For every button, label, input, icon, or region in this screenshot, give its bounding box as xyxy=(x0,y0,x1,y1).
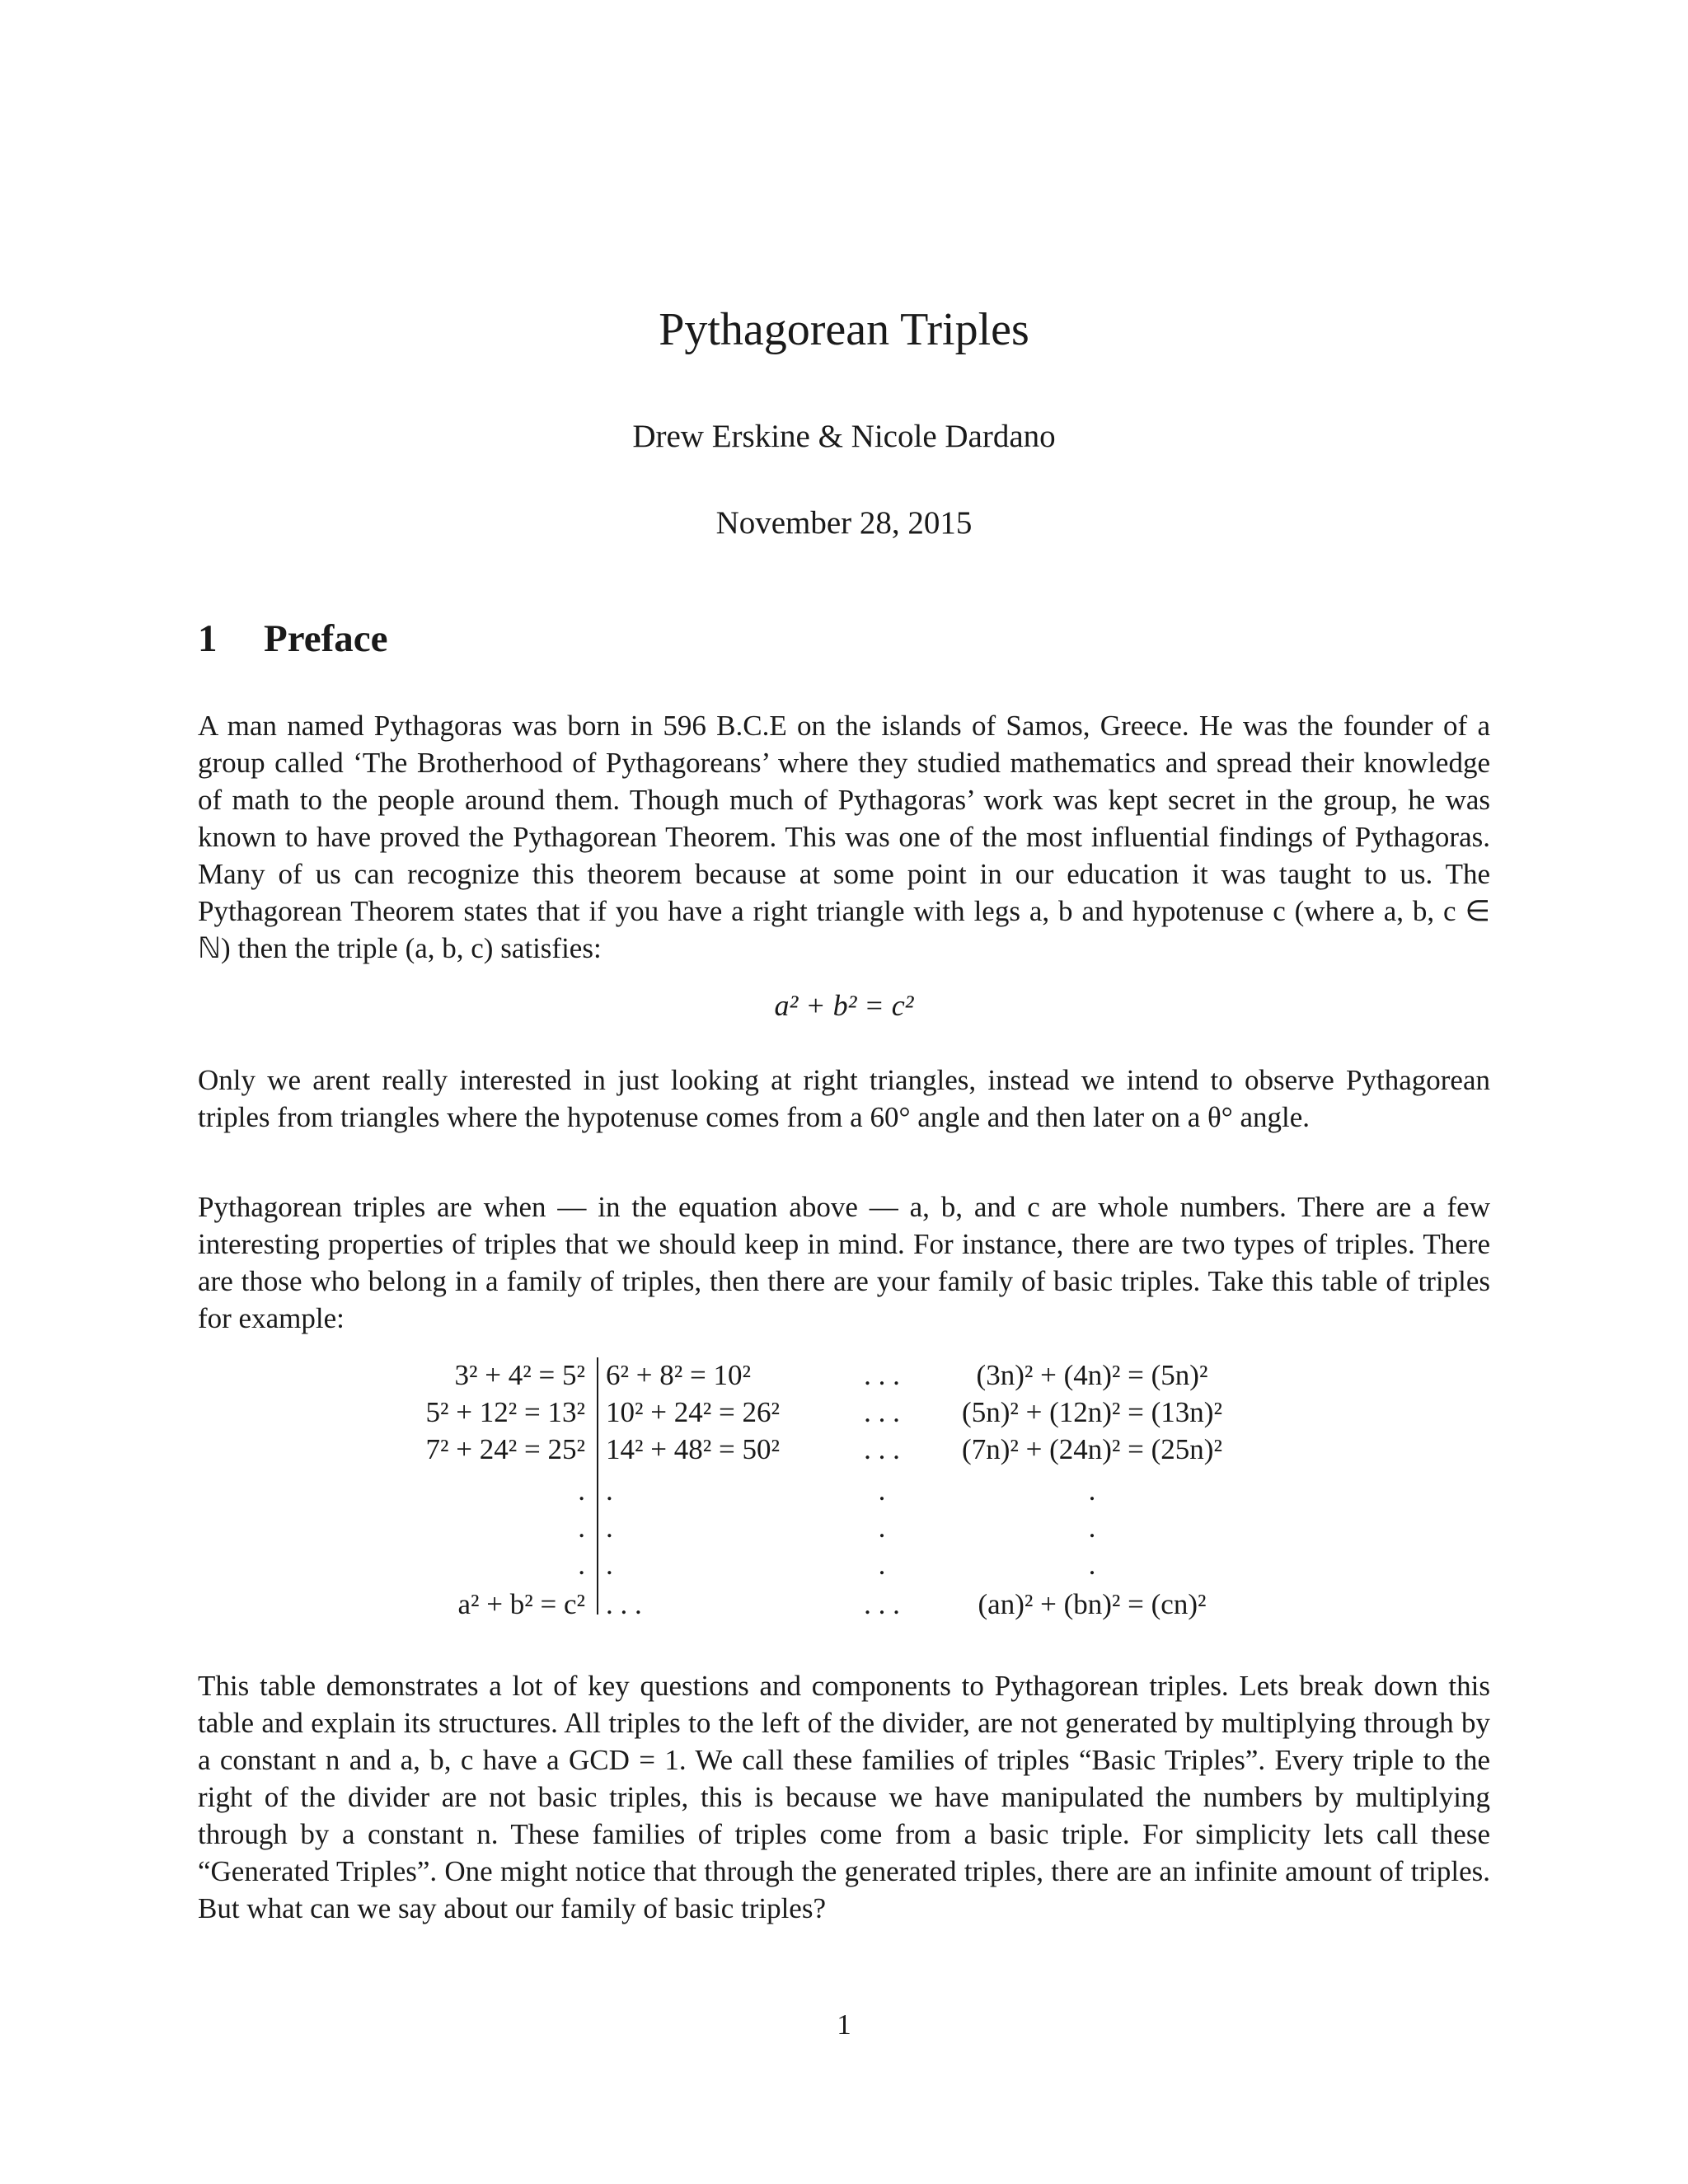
section-number: 1 xyxy=(198,617,218,660)
table-cell: (3n)² + (4n)² = (5n)² xyxy=(976,1359,1208,1391)
section-heading xyxy=(198,614,387,663)
table-cell: . . . xyxy=(864,1588,900,1620)
table-cell: 6² + 8² = 10² xyxy=(606,1359,751,1391)
page-number: 1 xyxy=(837,2008,851,2041)
table-cell: . xyxy=(606,1474,613,1507)
table-cell: . . . xyxy=(864,1433,900,1465)
paper-authors: Drew Erskine & Nicole Dardano xyxy=(632,419,1056,454)
paragraph-angle-interest: Only we arent really interested in just looking at right triangles, instead we intend to observe Pythagorean triples from triangles where the hypotenuse comes from a 60° angle and then later on a θ° angle. xyxy=(198,1064,1490,1133)
table-cell: (5n)² + (12n)² = (13n)² xyxy=(962,1396,1222,1428)
table-cell: 10² + 24² = 26² xyxy=(606,1396,780,1428)
table-cell: . xyxy=(1088,1474,1096,1507)
paper-title: Pythagorean Triples xyxy=(659,304,1029,355)
table-cell: 7² + 24² = 25² xyxy=(425,1433,585,1465)
table-cell: . xyxy=(878,1549,886,1581)
table-cell: . xyxy=(878,1474,886,1507)
section-title: Preface xyxy=(264,617,388,660)
table-cell: . xyxy=(606,1549,613,1581)
table-cell: . . . xyxy=(606,1588,642,1620)
table-cell: . xyxy=(578,1549,585,1581)
table-cell: . . . xyxy=(864,1396,900,1428)
table-cell: 14² + 48² = 50² xyxy=(606,1433,780,1465)
table-cell: . xyxy=(878,1511,886,1544)
display-equation: a² + b² = c² xyxy=(774,989,914,1022)
table-cell: . xyxy=(606,1511,613,1544)
paragraph-preface-intro: A man named Pythagoras was born in 596 B.C.E on the islands of Samos, Greece. He was the founder of a group called ‘The Brotherhood of Pythagoreans’ where they studied mathematics and spread their knowledge of math to the people around them. Though much of Pythagoras’ work was kept secret in the group, he was known to have proved the Pythagorean Theorem. This was one of the most influential findings of Pythagoras. Many of us can recognize this theorem because at some point in our education it was taught to us. The Pythagorean Theorem states that if you have a right triangle with legs a, b and hypotenuse c (where a, b, c ∈ ℕ) then the triple (a, b, c) satisfies: xyxy=(198,710,1490,964)
paragraph-table-explanation: This table demonstrates a lot of key questions and components to Pythagorean triples. Lets break down this table and explain its structures. All triples to the left of the divider, are not generated by multiplying through by a constant n and a, b, c have a GCD = 1. We call these families of triples “Basic Triples”. Every triple to the right of the divider are not basic triples, this is because we have manipulated the numbers by multiplying through by a constant n. These families of triples come from a basic triple. For simplicity lets call these “Generated Triples”. One might notice that through the generated triples, there are an infinite amount of triples. But what can we say about our family of basic triples? xyxy=(198,1670,1490,1924)
table-cell: 5² + 12² = 13² xyxy=(425,1396,585,1428)
table-cell: . xyxy=(578,1511,585,1544)
table-cell: 3² + 4² = 5² xyxy=(454,1359,585,1391)
table-cell: (an)² + (bn)² = (cn)² xyxy=(978,1588,1207,1620)
paper-date: November 28, 2015 xyxy=(715,505,973,541)
table-cell: (7n)² + (24n)² = (25n)² xyxy=(962,1433,1222,1465)
table-cell: . xyxy=(1088,1549,1096,1581)
table-cell: a² + b² = c² xyxy=(457,1588,585,1620)
table-cell: . xyxy=(578,1474,585,1507)
table-cell: . xyxy=(1088,1511,1096,1544)
table-cell: . . . xyxy=(864,1359,900,1391)
paragraph-triple-types: Pythagorean triples are when — in the equation above — a, b, and c are whole numbers. There are a few interesting properties of triples that we should keep in mind. For instance, there are two types of triples. There are those who belong in a family of triples, then there are your family of basic triples. Take this table of triples for example: xyxy=(198,1191,1490,1334)
table-divider xyxy=(597,1357,598,1615)
